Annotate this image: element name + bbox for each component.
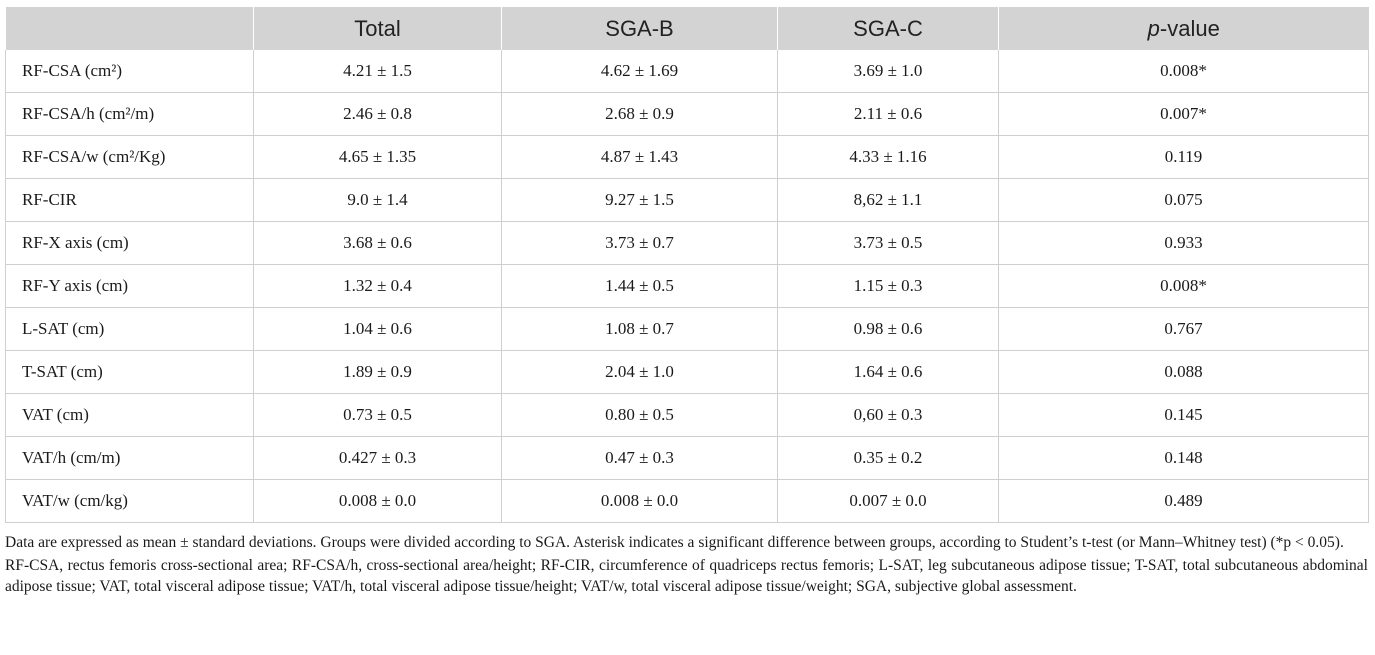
cell-sga-b: 0.47 ± 0.3 xyxy=(502,437,778,480)
table-row xyxy=(6,265,1369,308)
row-label: VAT/w (cm/kg) xyxy=(6,480,254,523)
cell-sga-c: 4.33 ± 1.16 xyxy=(778,136,999,179)
table-row xyxy=(6,480,1369,523)
cell-sga-c: 8,62 ± 1.1 xyxy=(778,179,999,222)
row-label: RF-CIR xyxy=(6,179,254,222)
cell-sga-b: 0.008 ± 0.0 xyxy=(502,480,778,523)
row-label: RF-CSA/w (cm²/Kg) xyxy=(6,136,254,179)
data-table-container xyxy=(5,7,1368,523)
cell-total: 3.68 ± 0.6 xyxy=(254,222,502,265)
cell-total: 1.89 ± 0.9 xyxy=(254,351,502,394)
cell-sga-b: 2.68 ± 0.9 xyxy=(502,93,778,136)
table-row xyxy=(6,437,1369,480)
cell-total: 2.46 ± 0.8 xyxy=(254,93,502,136)
header-p-italic: p xyxy=(1147,15,1160,41)
cell-total: 1.32 ± 0.4 xyxy=(254,265,502,308)
row-label: VAT (cm) xyxy=(6,394,254,437)
table-row xyxy=(6,222,1369,265)
table-row xyxy=(6,394,1369,437)
cell-total: 1.04 ± 0.6 xyxy=(254,308,502,351)
cell-sga-b: 2.04 ± 1.0 xyxy=(502,351,778,394)
cell-p-value: 0.933 xyxy=(999,222,1369,265)
cell-sga-b: 9.27 ± 1.5 xyxy=(502,179,778,222)
row-label: L-SAT (cm) xyxy=(6,308,254,351)
cell-p-value: 0.075 xyxy=(999,179,1369,222)
cell-sga-b: 3.73 ± 0.7 xyxy=(502,222,778,265)
cell-total: 0.427 ± 0.3 xyxy=(254,437,502,480)
cell-total: 4.65 ± 1.35 xyxy=(254,136,502,179)
table-row xyxy=(6,351,1369,394)
cell-p-value: 0.489 xyxy=(999,480,1369,523)
cell-p-value: 0.148 xyxy=(999,437,1369,480)
row-label: RF-Y axis (cm) xyxy=(6,265,254,308)
cell-sga-b: 4.62 ± 1.69 xyxy=(502,50,778,93)
cell-total: 0.73 ± 0.5 xyxy=(254,394,502,437)
cell-sga-c: 3.69 ± 1.0 xyxy=(778,50,999,93)
row-label: RF-CSA/h (cm²/m) xyxy=(6,93,254,136)
header-p-suffix: -value xyxy=(1159,15,1220,41)
cell-total: 0.008 ± 0.0 xyxy=(254,480,502,523)
table-row xyxy=(6,308,1369,351)
footnote-abbreviations: RF-CSA, rectus femoris cross-sectional area; RF-CSA/h, cross-sectional area/height; RF-CIR, circumference of quadriceps rectus femoris; L-SAT, leg subcutaneous adipose tissue; T-SAT, total subcutaneous abdominal adipose tissue; VAT, total visceral adipose tissue; VAT/h, total visceral adipose tissue/height; VAT/w, total visceral adipose tissue/weight; SGA, subjective global assessment. xyxy=(5,557,1368,595)
cell-sga-c: 0.007 ± 0.0 xyxy=(778,480,999,523)
table-row xyxy=(6,93,1369,136)
cell-p-value: 0.145 xyxy=(999,394,1369,437)
cell-p-value: 0.008* xyxy=(999,265,1369,308)
cell-sga-c: 0,60 ± 0.3 xyxy=(778,394,999,437)
cell-sga-c: 1.15 ± 0.3 xyxy=(778,265,999,308)
row-label: RF-CSA (cm²) xyxy=(6,50,254,93)
header-p-value xyxy=(999,7,1369,50)
cell-sga-c: 1.64 ± 0.6 xyxy=(778,351,999,394)
row-label: VAT/h (cm/m) xyxy=(6,437,254,480)
cell-sga-c: 3.73 ± 0.5 xyxy=(778,222,999,265)
table-row xyxy=(6,50,1369,93)
cell-p-value: 0.767 xyxy=(999,308,1369,351)
table-body xyxy=(6,50,1369,523)
cell-p-value: 0.007* xyxy=(999,93,1369,136)
cell-p-value: 0.008* xyxy=(999,50,1369,93)
cell-p-value: 0.119 xyxy=(999,136,1369,179)
cell-sga-b: 1.08 ± 0.7 xyxy=(502,308,778,351)
table-row xyxy=(6,179,1369,222)
data-table xyxy=(5,7,1369,523)
table-header xyxy=(6,7,1369,50)
header-label-column xyxy=(6,7,254,50)
row-label: T-SAT (cm) xyxy=(6,351,254,394)
cell-sga-b: 0.80 ± 0.5 xyxy=(502,394,778,437)
table-row xyxy=(6,136,1369,179)
footnote-statistics: Data are expressed as mean ± standard deviations. Groups were divided according to SGA. Asterisk indicates a significant difference between groups, according to Student’s t-test (or Mann–Whitney test) (*p < 0.05). xyxy=(5,534,1344,551)
header-sga-c: SGA-C xyxy=(778,7,999,50)
header-sga-b: SGA-B xyxy=(502,7,778,50)
cell-sga-b: 1.44 ± 0.5 xyxy=(502,265,778,308)
row-label: RF-X axis (cm) xyxy=(6,222,254,265)
header-total: Total xyxy=(254,7,502,50)
cell-sga-c: 0.98 ± 0.6 xyxy=(778,308,999,351)
cell-total: 9.0 ± 1.4 xyxy=(254,179,502,222)
cell-sga-b: 4.87 ± 1.43 xyxy=(502,136,778,179)
cell-p-value: 0.088 xyxy=(999,351,1369,394)
cell-total: 4.21 ± 1.5 xyxy=(254,50,502,93)
cell-sga-c: 0.35 ± 0.2 xyxy=(778,437,999,480)
table-footnotes xyxy=(5,532,1368,597)
cell-sga-c: 2.11 ± 0.6 xyxy=(778,93,999,136)
